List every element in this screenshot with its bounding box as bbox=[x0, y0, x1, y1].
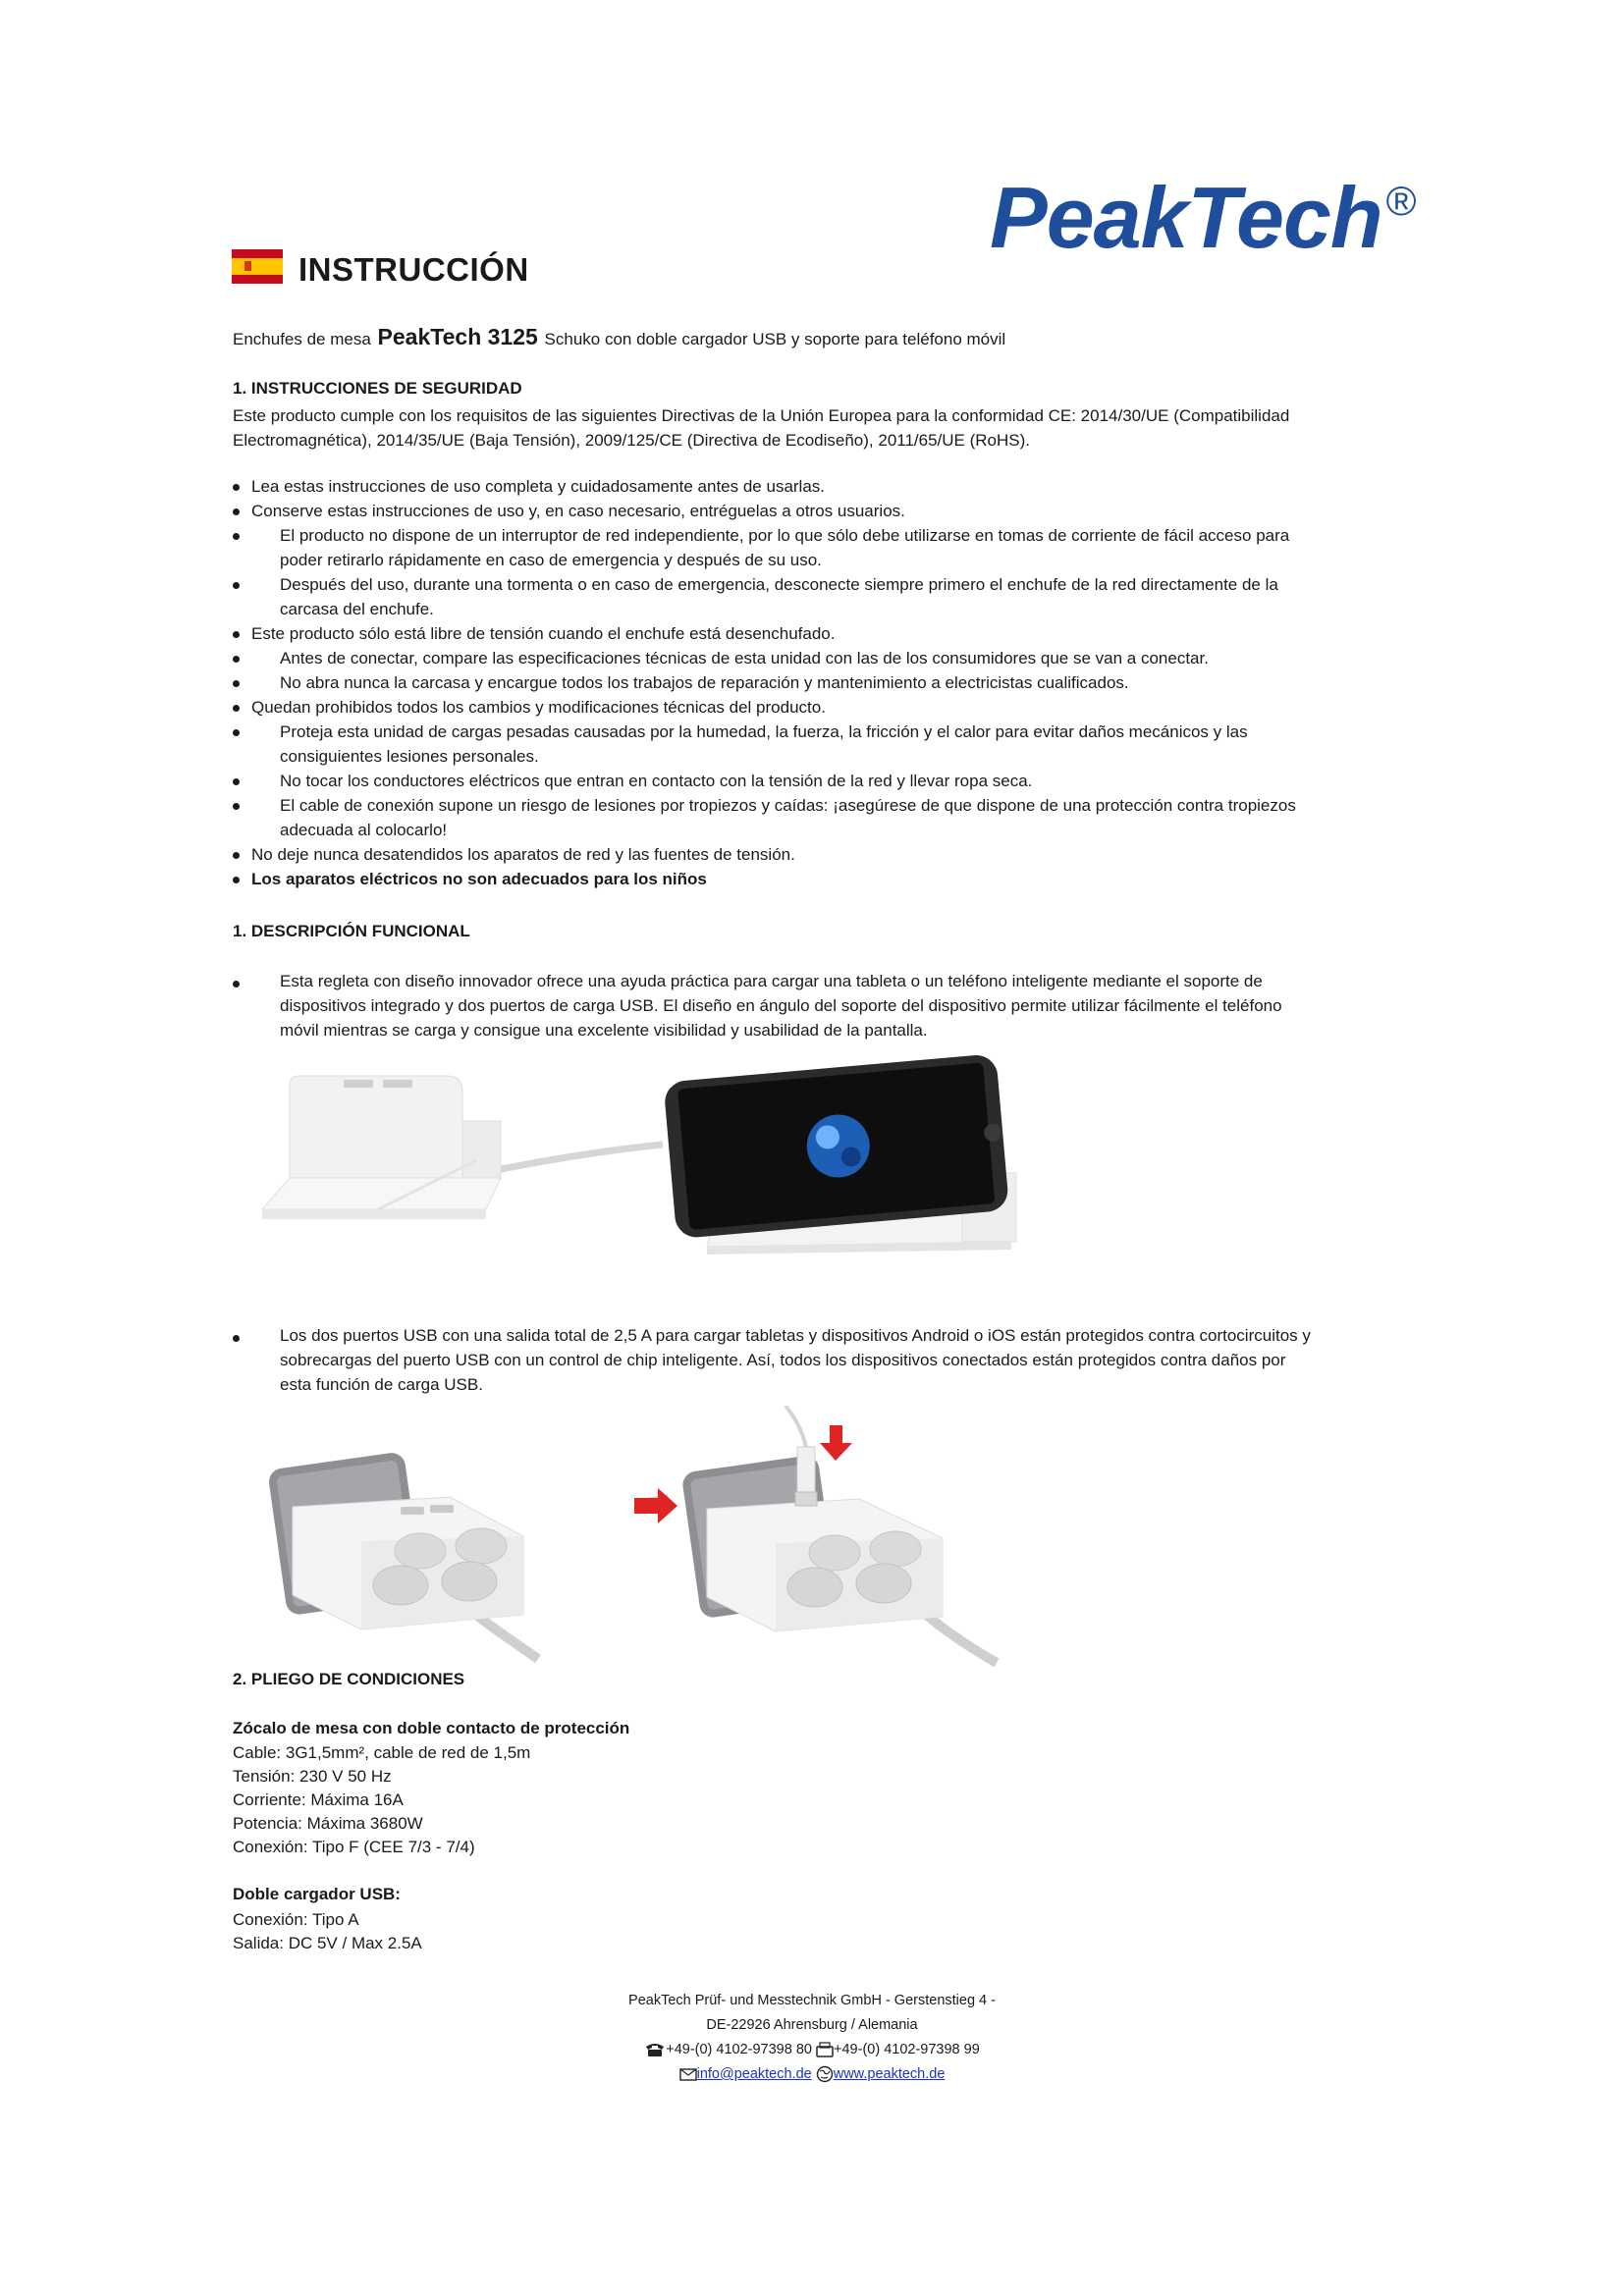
spec-item: Cable: 3G1,5mm², cable de red de 1,5m bbox=[233, 1743, 531, 1762]
bullet-dot bbox=[233, 656, 240, 663]
email-link[interactable]: info@peaktech.de bbox=[696, 2066, 812, 2082]
spain-flag-icon bbox=[232, 249, 283, 284]
product-image-usb-arrows bbox=[628, 1406, 1001, 1669]
safety-bullet-item: El cable de conexión supone un riesgo de lesiones por tropiezos y caídas: ¡asegúrese de que dispone de una protección contra tropiezos adecuada al colocarlo! bbox=[280, 796, 1296, 839]
safety-bullet-item: Conserve estas instrucciones de uso y, en caso necesario, entréguelas a otros usuarios. bbox=[251, 502, 905, 520]
safety-bullet-item: Los aparatos eléctricos no son adecuados para los niños bbox=[251, 870, 707, 888]
section-heading-description: 1. DESCRIPCIÓN FUNCIONAL bbox=[233, 922, 470, 940]
bullet-dot bbox=[233, 803, 240, 810]
intro-line: Enchufes de mesa PeakTech 3125 Schuko con doble cargador USB y soporte para teléfono móvil bbox=[233, 324, 1006, 349]
phone-icon bbox=[644, 2042, 666, 2057]
description-bullet-2: Los dos puertos USB con una salida total de 2,5 A para cargar tabletas y dispositivos Android o iOS están protegidos contra cortocircuitos y sobrecargas del puerto USB con un control de chip inteligente. Así, todos los dispositivos conectados están protegidos contra daños por esta función de carga USB. bbox=[280, 1326, 1311, 1394]
safety-bullet-item: Lea estas instrucciones de uso completa y cuidadosamente antes de usarlas. bbox=[251, 477, 826, 496]
globe-icon bbox=[816, 2065, 834, 2083]
spec-list-socket bbox=[233, 1741, 530, 1859]
mail-icon bbox=[679, 2066, 697, 2082]
safety-bullet-item: Después del uso, durante una tormenta o en caso de emergencia, desconecte siempre primero el enchufe de la red directamente de la carcasa del enchufe. bbox=[280, 575, 1278, 618]
description-bullet-1: Esta regleta con diseño innovador ofrece una ayuda práctica para cargar una tableta o un teléfono inteligente mediante el soporte de dispositivos integrado y dos puertos de carga USB. El diseño en ángulo del soporte del dispositivo permite utilizar fácilmente el teléfono móvil mientras se carga y consigue una excelente visibilidad y usabilidad de la pantalla. bbox=[280, 972, 1282, 1040]
spec-item: Conexión: Tipo F (CEE 7/3 - 7/4) bbox=[233, 1838, 475, 1856]
website-link[interactable]: www.peaktech.de bbox=[833, 2066, 946, 2082]
spec-item: Salida: DC 5V / Max 2.5A bbox=[233, 1934, 422, 1952]
footer bbox=[0, 1989, 1624, 2087]
safety-bullet-item: No deje nunca desatendidos los aparatos de red y las fuentes de tensión. bbox=[251, 845, 795, 864]
footer-contact-web bbox=[0, 2062, 1624, 2087]
bullet-dot bbox=[233, 680, 240, 687]
product-image-phone-on-dock bbox=[648, 1055, 1031, 1271]
spec-item: Conexión: Tipo A bbox=[233, 1910, 359, 1929]
bullet-dot bbox=[233, 582, 240, 589]
safety-bullet-item: No abra nunca la carcasa y encargue todos los trabajos de reparación y mantenimiento a electricistas cualificados. bbox=[280, 673, 1129, 692]
bullet-dot bbox=[233, 631, 240, 638]
section-heading-specs: 2. PLIEGO DE CONDICIONES bbox=[233, 1670, 465, 1688]
spec-item: Corriente: Máxima 16A bbox=[233, 1790, 404, 1809]
page-title: INSTRUCCIÓN bbox=[298, 251, 529, 288]
safety-bullet-item: Proteja esta unidad de cargas pesadas causadas por la humedad, la fuerza, la fricción y el calor para evitar daños mecánicos y las consiguientes lesiones personales. bbox=[280, 722, 1248, 766]
fax-icon bbox=[816, 2042, 834, 2057]
bullet-dot bbox=[233, 729, 240, 736]
spec-item: Tensión: 230 V 50 Hz bbox=[233, 1767, 392, 1786]
spec-item: Potencia: Máxima 3680W bbox=[233, 1814, 423, 1833]
section-heading-safety: 1. INSTRUCCIONES DE SEGURIDAD bbox=[233, 379, 522, 398]
footer-address-line-2: DE-22926 Ahrensburg / Alemania bbox=[706, 2017, 918, 2033]
product-image-dock bbox=[250, 1062, 663, 1258]
footer-contact-phone: +49-(0) 4102-97398 80 +49-(0) 4102-97398 99 bbox=[0, 2038, 1624, 2062]
bullet-dot bbox=[233, 533, 240, 540]
product-image-sockets bbox=[253, 1428, 548, 1664]
bullet-dot bbox=[233, 705, 240, 712]
bullet-dot bbox=[233, 877, 240, 883]
bullet-dot bbox=[233, 484, 240, 491]
spec-list-usb bbox=[233, 1908, 422, 1955]
spec-subheading-socket: Zócalo de mesa con doble contacto de protección bbox=[233, 1719, 630, 1737]
bullet-dot bbox=[233, 778, 240, 785]
safety-bullet-item: Antes de conectar, compare las especificaciones técnicas de esta unidad con las de los consumidores que se van a conectar. bbox=[280, 649, 1209, 667]
bullet-dot bbox=[233, 852, 240, 859]
footer-address-line-1: PeakTech Prüf- und Messtechnik GmbH - Gerstenstieg 4 - bbox=[628, 1993, 996, 2008]
safety-bullet-item: Quedan prohibidos todos los cambios y modificaciones técnicas del producto. bbox=[251, 698, 826, 717]
safety-bullet-item: El producto no dispone de un interruptor de red independiente, por lo que sólo debe utilizarse en tomas de corriente de fácil acceso para poder retirarlo rápidamente en caso de emergencia y después de su uso. bbox=[280, 526, 1290, 569]
peaktech-logo: PeakTech® bbox=[990, 169, 1416, 266]
spec-subheading-usb: Doble cargador USB: bbox=[233, 1885, 401, 1903]
safety-bullet-item: Este producto sólo está libre de tensión cuando el enchufe está desenchufado. bbox=[251, 624, 836, 643]
bullet-dot bbox=[233, 981, 240, 988]
bullet-dot bbox=[233, 1335, 240, 1342]
safety-paragraph: Este producto cumple con los requisitos de las siguientes Directivas de la Unión Europea para la conformidad CE: 2014/30/UE (Compatibilidad Electromagnética), 2014/35/UE (Baja Tensión), 2009/125/CE (Directiva de Ecodiseño), 2011/65/UE (RoHS). bbox=[233, 406, 1290, 450]
safety-bullet-item: No tocar los conductores eléctricos que entran en contacto con la tensión de la red y llevar ropa seca. bbox=[280, 772, 1033, 790]
bullet-dot bbox=[233, 508, 240, 515]
